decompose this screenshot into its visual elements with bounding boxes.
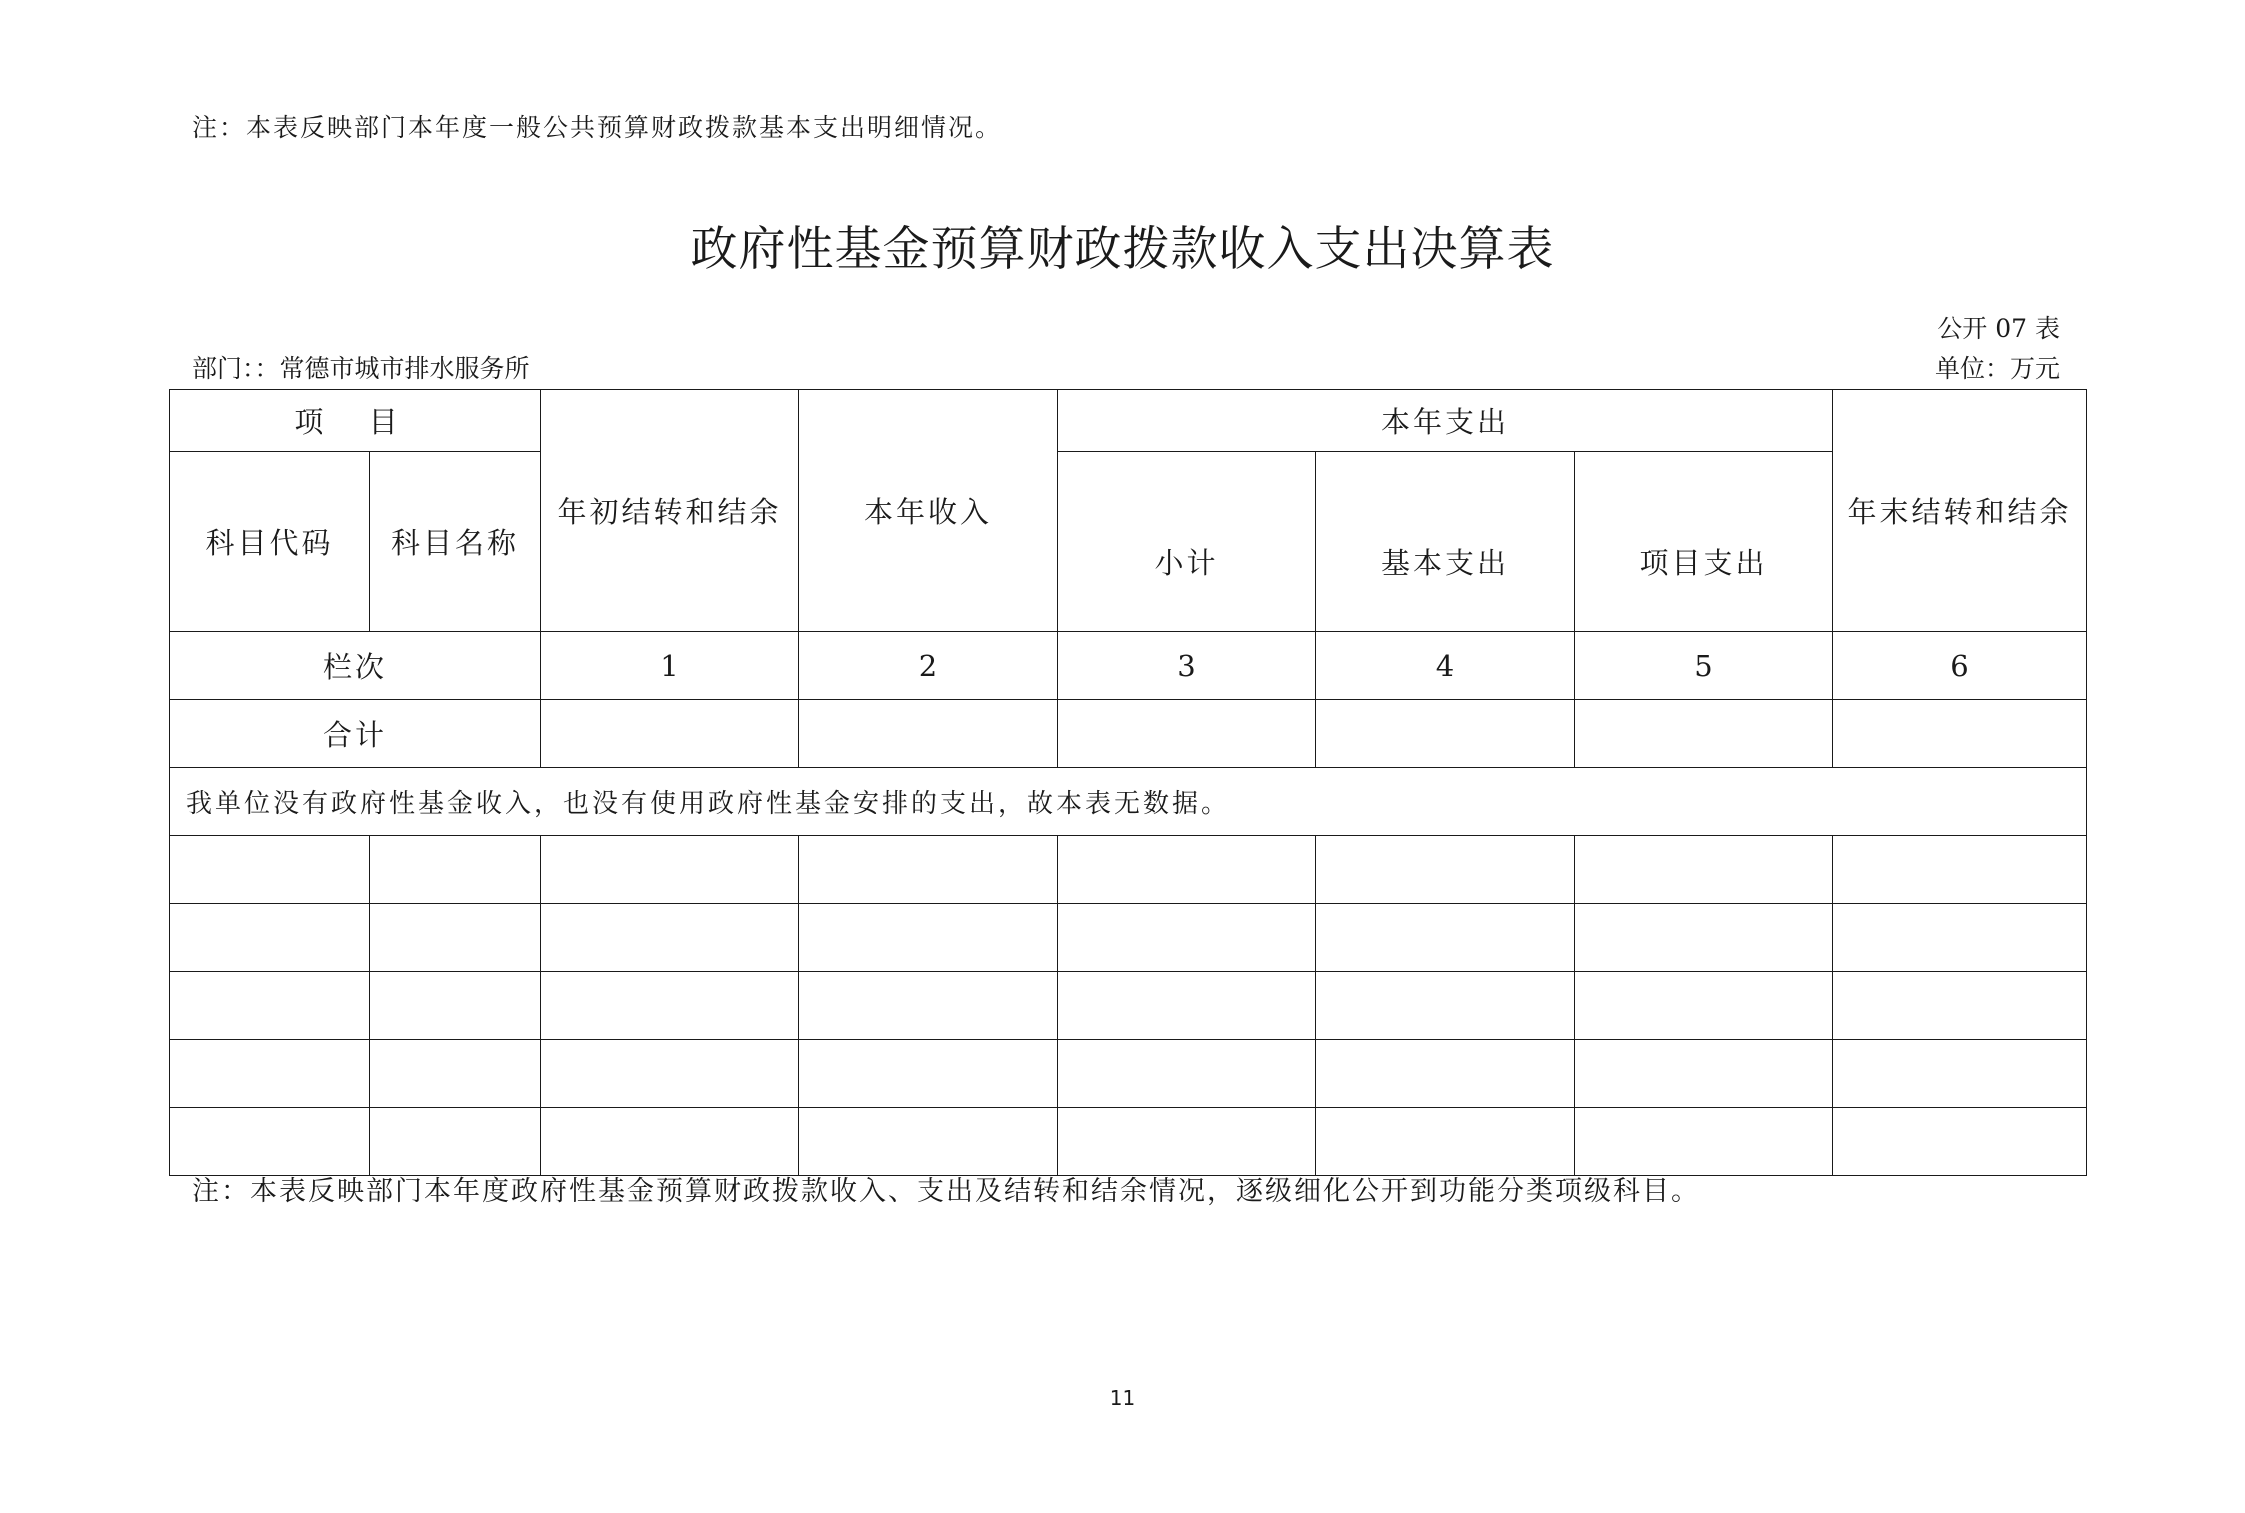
unit-label: 单位：万元 <box>1934 354 2060 383</box>
table-cell <box>1316 904 1575 972</box>
column-index-row <box>170 632 2087 700</box>
table-cell <box>370 836 541 904</box>
bottom-note: 注：本表反映部门本年度政府性基金预算财政拨款收入、支出及结转和结余情况，逐级细化公开到功能分类项级科目。 <box>192 1176 1700 1207</box>
column-number: 2 <box>799 632 1058 700</box>
header-opening-balance: 年初结转和结余 <box>541 390 799 632</box>
table-cell <box>541 904 799 972</box>
table-cell <box>799 972 1058 1040</box>
total-label: 合计 <box>170 700 541 768</box>
header-current-income: 本年收入 <box>799 390 1058 632</box>
table-cell <box>1833 972 2087 1040</box>
total-row <box>170 700 2087 768</box>
table-cell <box>1058 1108 1316 1176</box>
header-item-name: 科目名称 <box>370 452 541 632</box>
table-cell <box>1316 1108 1575 1176</box>
table-cell <box>370 1040 541 1108</box>
total-cell <box>799 700 1058 768</box>
header-project-expense: 项目支出 <box>1575 452 1833 632</box>
table-cell <box>541 972 799 1040</box>
table-cell <box>1058 836 1316 904</box>
table-cell <box>1833 836 2087 904</box>
empty-rows <box>170 836 2087 1176</box>
header-item-code: 科目代码 <box>170 452 370 632</box>
table-cell <box>1575 1040 1833 1108</box>
table-cell <box>1316 972 1575 1040</box>
table-cell <box>370 1108 541 1176</box>
form-number: 公开 07 表 <box>1937 314 2060 343</box>
page-number: 11 <box>1109 1386 1136 1410</box>
table-cell <box>541 836 799 904</box>
column-number: 3 <box>1058 632 1316 700</box>
total-cell <box>1833 700 2087 768</box>
table-cell <box>799 1040 1058 1108</box>
table-cell <box>541 1108 799 1176</box>
total-cell <box>1575 700 1833 768</box>
table-row <box>170 1040 2087 1108</box>
table-cell <box>170 904 370 972</box>
table-cell <box>1058 904 1316 972</box>
total-cell <box>1058 700 1316 768</box>
header-basic-expense: 基本支出 <box>1316 452 1575 632</box>
table-cell <box>170 1108 370 1176</box>
header-row-2 <box>170 452 2087 632</box>
table-cell <box>541 1040 799 1108</box>
no-data-notice: 我单位没有政府性基金收入，也没有使用政府性基金安排的支出，故本表无数据。 <box>170 768 2087 836</box>
table-row <box>170 836 2087 904</box>
table-cell <box>170 1040 370 1108</box>
column-number: 6 <box>1833 632 2087 700</box>
table-cell <box>799 836 1058 904</box>
header-row-1 <box>170 390 2087 452</box>
header-item: 项 目 <box>170 390 541 452</box>
column-number: 5 <box>1575 632 1833 700</box>
total-cell <box>1316 700 1575 768</box>
notice-row <box>170 768 2087 836</box>
table-cell <box>370 904 541 972</box>
table-cell <box>1833 1040 2087 1108</box>
page-title: 政府性基金预算财政拨款收入支出决算表 <box>690 222 1555 277</box>
table-cell <box>1575 972 1833 1040</box>
table-cell <box>1575 836 1833 904</box>
column-number: 1 <box>541 632 799 700</box>
header-subtotal: 小计 <box>1058 452 1316 632</box>
table-cell <box>1833 904 2087 972</box>
budget-table <box>169 389 2087 1176</box>
header-closing-balance: 年末结转和结余 <box>1833 390 2087 632</box>
table-cell <box>170 972 370 1040</box>
table-row <box>170 972 2087 1040</box>
department-label: 部门：：常德市城市排水服务所 <box>192 354 530 383</box>
table-cell <box>370 972 541 1040</box>
top-note: 注：本表反映部门本年度一般公共预算财政拨款基本支出明细情况。 <box>192 113 1003 142</box>
table-cell <box>1316 836 1575 904</box>
table-cell <box>1058 1040 1316 1108</box>
column-number: 4 <box>1316 632 1575 700</box>
column-index-label: 栏次 <box>170 632 541 700</box>
table-row <box>170 1108 2087 1176</box>
table-cell <box>799 1108 1058 1176</box>
table-cell <box>799 904 1058 972</box>
total-cell <box>541 700 799 768</box>
table-cell <box>170 836 370 904</box>
table-cell <box>1058 972 1316 1040</box>
table-cell <box>1575 1108 1833 1176</box>
table-row <box>170 904 2087 972</box>
table-cell <box>1575 904 1833 972</box>
header-current-expense: 本年支出 <box>1058 390 1833 452</box>
table-cell <box>1833 1108 2087 1176</box>
table-cell <box>1316 1040 1575 1108</box>
